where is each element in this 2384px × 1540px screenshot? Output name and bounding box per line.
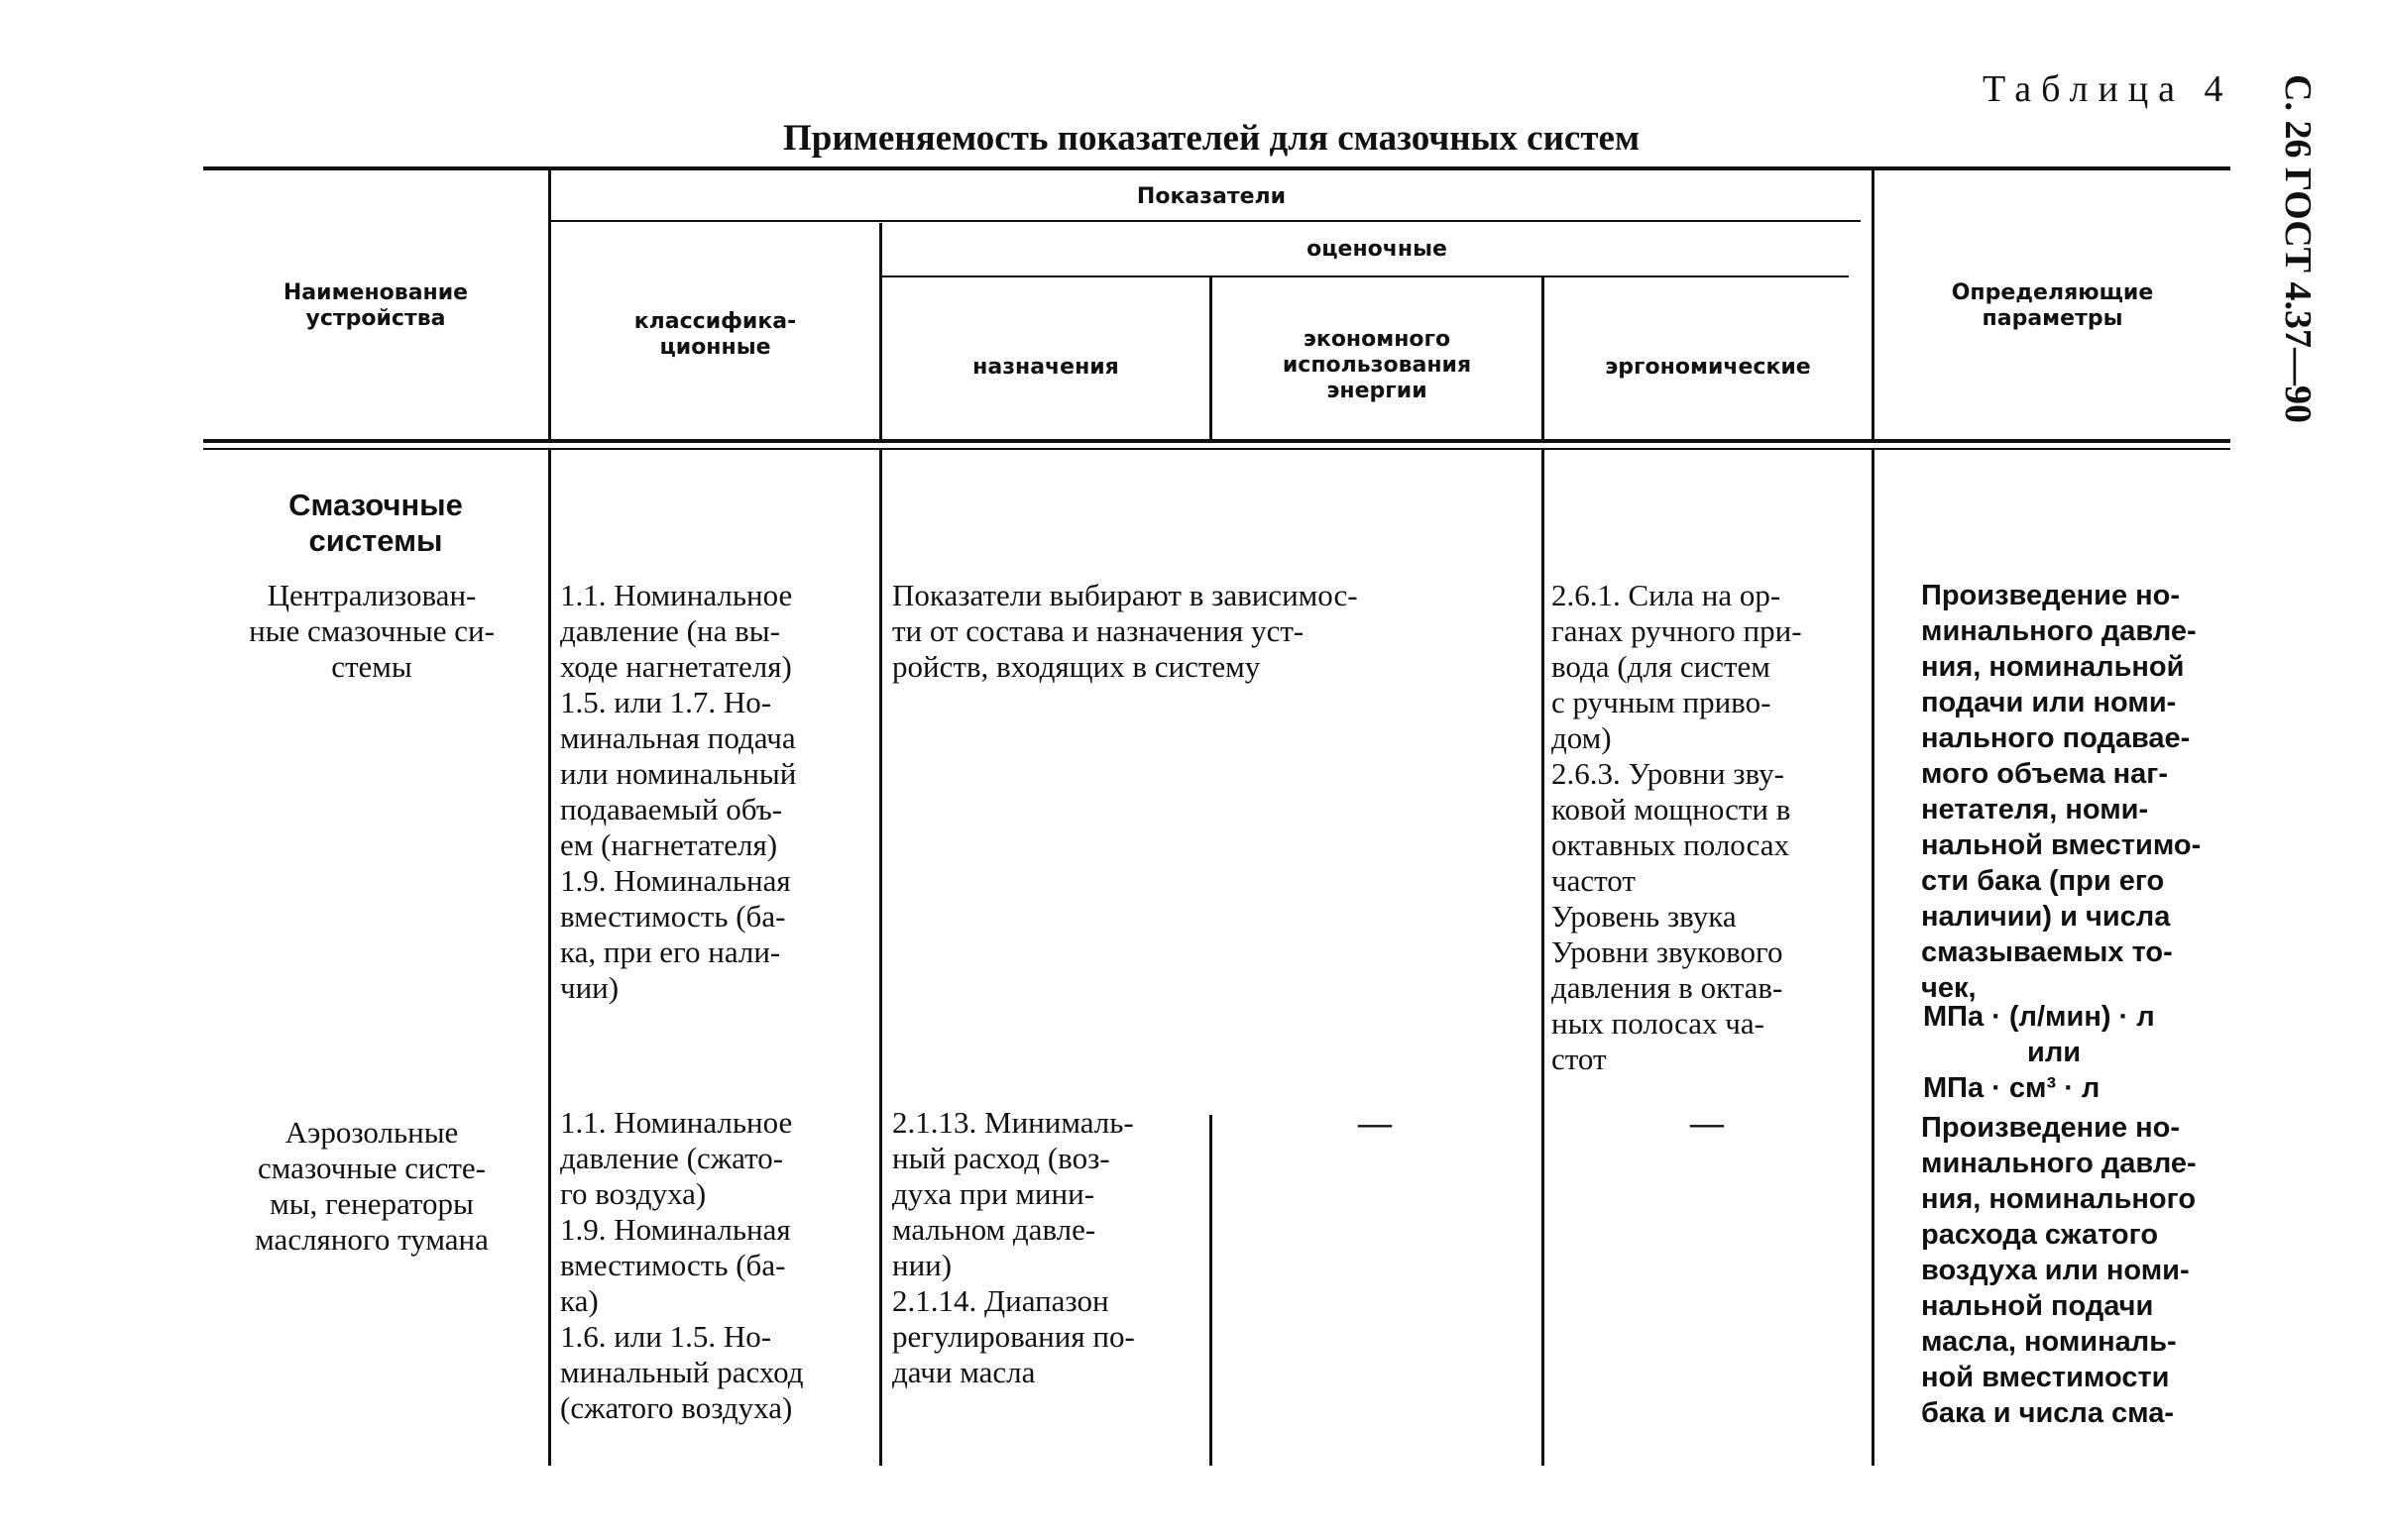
- header-evaluative: оценочные: [1306, 237, 1447, 262]
- header-indicators: Показатели: [1136, 184, 1287, 209]
- row1-formula-1: МПа · (л/мин) · л: [1923, 1001, 2155, 1033]
- col-divider-1-header: [548, 170, 551, 440]
- header-energy: экономного использования энергии: [1282, 327, 1472, 403]
- row1-formula-2: МПа · см³ · л: [1923, 1072, 2100, 1104]
- section-heading: Смазочные системы: [288, 488, 463, 558]
- header-bottom-rule-1: [203, 439, 2230, 443]
- side-page-header-text: С. 26 ГОСТ 4.37—90: [2277, 74, 2319, 423]
- col-divider-1-body: [548, 450, 551, 1466]
- row2-device: Аэрозольные смазочные систе- мы, генераторы масляного тумана: [255, 1115, 489, 1257]
- row1-formula-or: или: [2027, 1037, 2082, 1068]
- table-number-label: Таблица 4: [1983, 68, 2233, 110]
- col-divider-2-body: [879, 450, 882, 1466]
- row1-defining: Произведение но- минального давле- ния, номинальной подачи или номи- нального подавае- мого объема наг- нетателя, номи- нальной вместимо- сти бака (при его наличии) и числа смазываемых то- чек,: [1921, 580, 2202, 1004]
- header-bottom-rule-2: [203, 448, 2230, 450]
- header-ergonomic: эргономические: [1605, 355, 1811, 380]
- evaluative-underline: [882, 275, 1849, 277]
- header-purpose: назначения: [972, 355, 1119, 380]
- table-title: Применяемость показателей для смазочных систем: [783, 118, 1641, 159]
- header-defining-params: Определяющие параметры: [1951, 280, 2154, 331]
- row1-purpose-energy: Показатели выбирают в зависимос- ти от состава и назначения уст- ройств, входящих в систему: [892, 578, 1358, 684]
- col-divider-3-body: [1209, 1115, 1212, 1466]
- col-divider-4-body: [1541, 450, 1544, 1466]
- header-classification: классифика- ционные: [633, 309, 797, 360]
- side-page-header: [2277, 74, 2359, 431]
- row2-ergonomic-dash: —: [1690, 1105, 1724, 1142]
- row2-purpose: 2.1.13. Минималь- ный расход (воз- духа при мини- мальном давле- нии) 2.1.14. Диапазон регулирования по- дачи масла: [892, 1105, 1135, 1389]
- table-top-rule: [203, 166, 2230, 170]
- col-divider-5-body: [1872, 450, 1874, 1466]
- row1-ergonomic: 2.6.1. Сила на ор- ганах ручного при- вода (для систем с ручным приво- дом) 2.6.3. Уровни зву- ковой мощности в октавных полосах частот Уровень звука Уровни звукового давления в октав- ных полосах ча- стот: [1551, 578, 1802, 1076]
- row1-classification: 1.1. Номинальное давление (на вы- ходе нагнетателя) 1.5. или 1.7. Но- минальная подача или номинальный подаваемый объ- ем (нагнетателя) 1.9. Номинальная вместимость (ба- ка, при его нали- чии): [560, 578, 797, 1005]
- row2-defining: Произведение но- минального давле- ния, номинального расхода сжатого воздуха или номи- нальной подачи масла, номиналь- ной вместимости бака и числа сма-: [1921, 1112, 2197, 1429]
- header-device-name: Наименование устройства: [283, 280, 469, 331]
- row2-energy-dash: —: [1358, 1105, 1392, 1142]
- indicators-underline: [550, 220, 1861, 222]
- row2-classification: 1.1. Номинальное давление (сжато- го воздуха) 1.9. Номинальная вместимость (ба- ка) 1.6. или 1.5. Но- минальный расход (сжатого воздуха): [560, 1105, 804, 1425]
- row1-device: Централизован- ные смазочные си- стемы: [249, 578, 495, 684]
